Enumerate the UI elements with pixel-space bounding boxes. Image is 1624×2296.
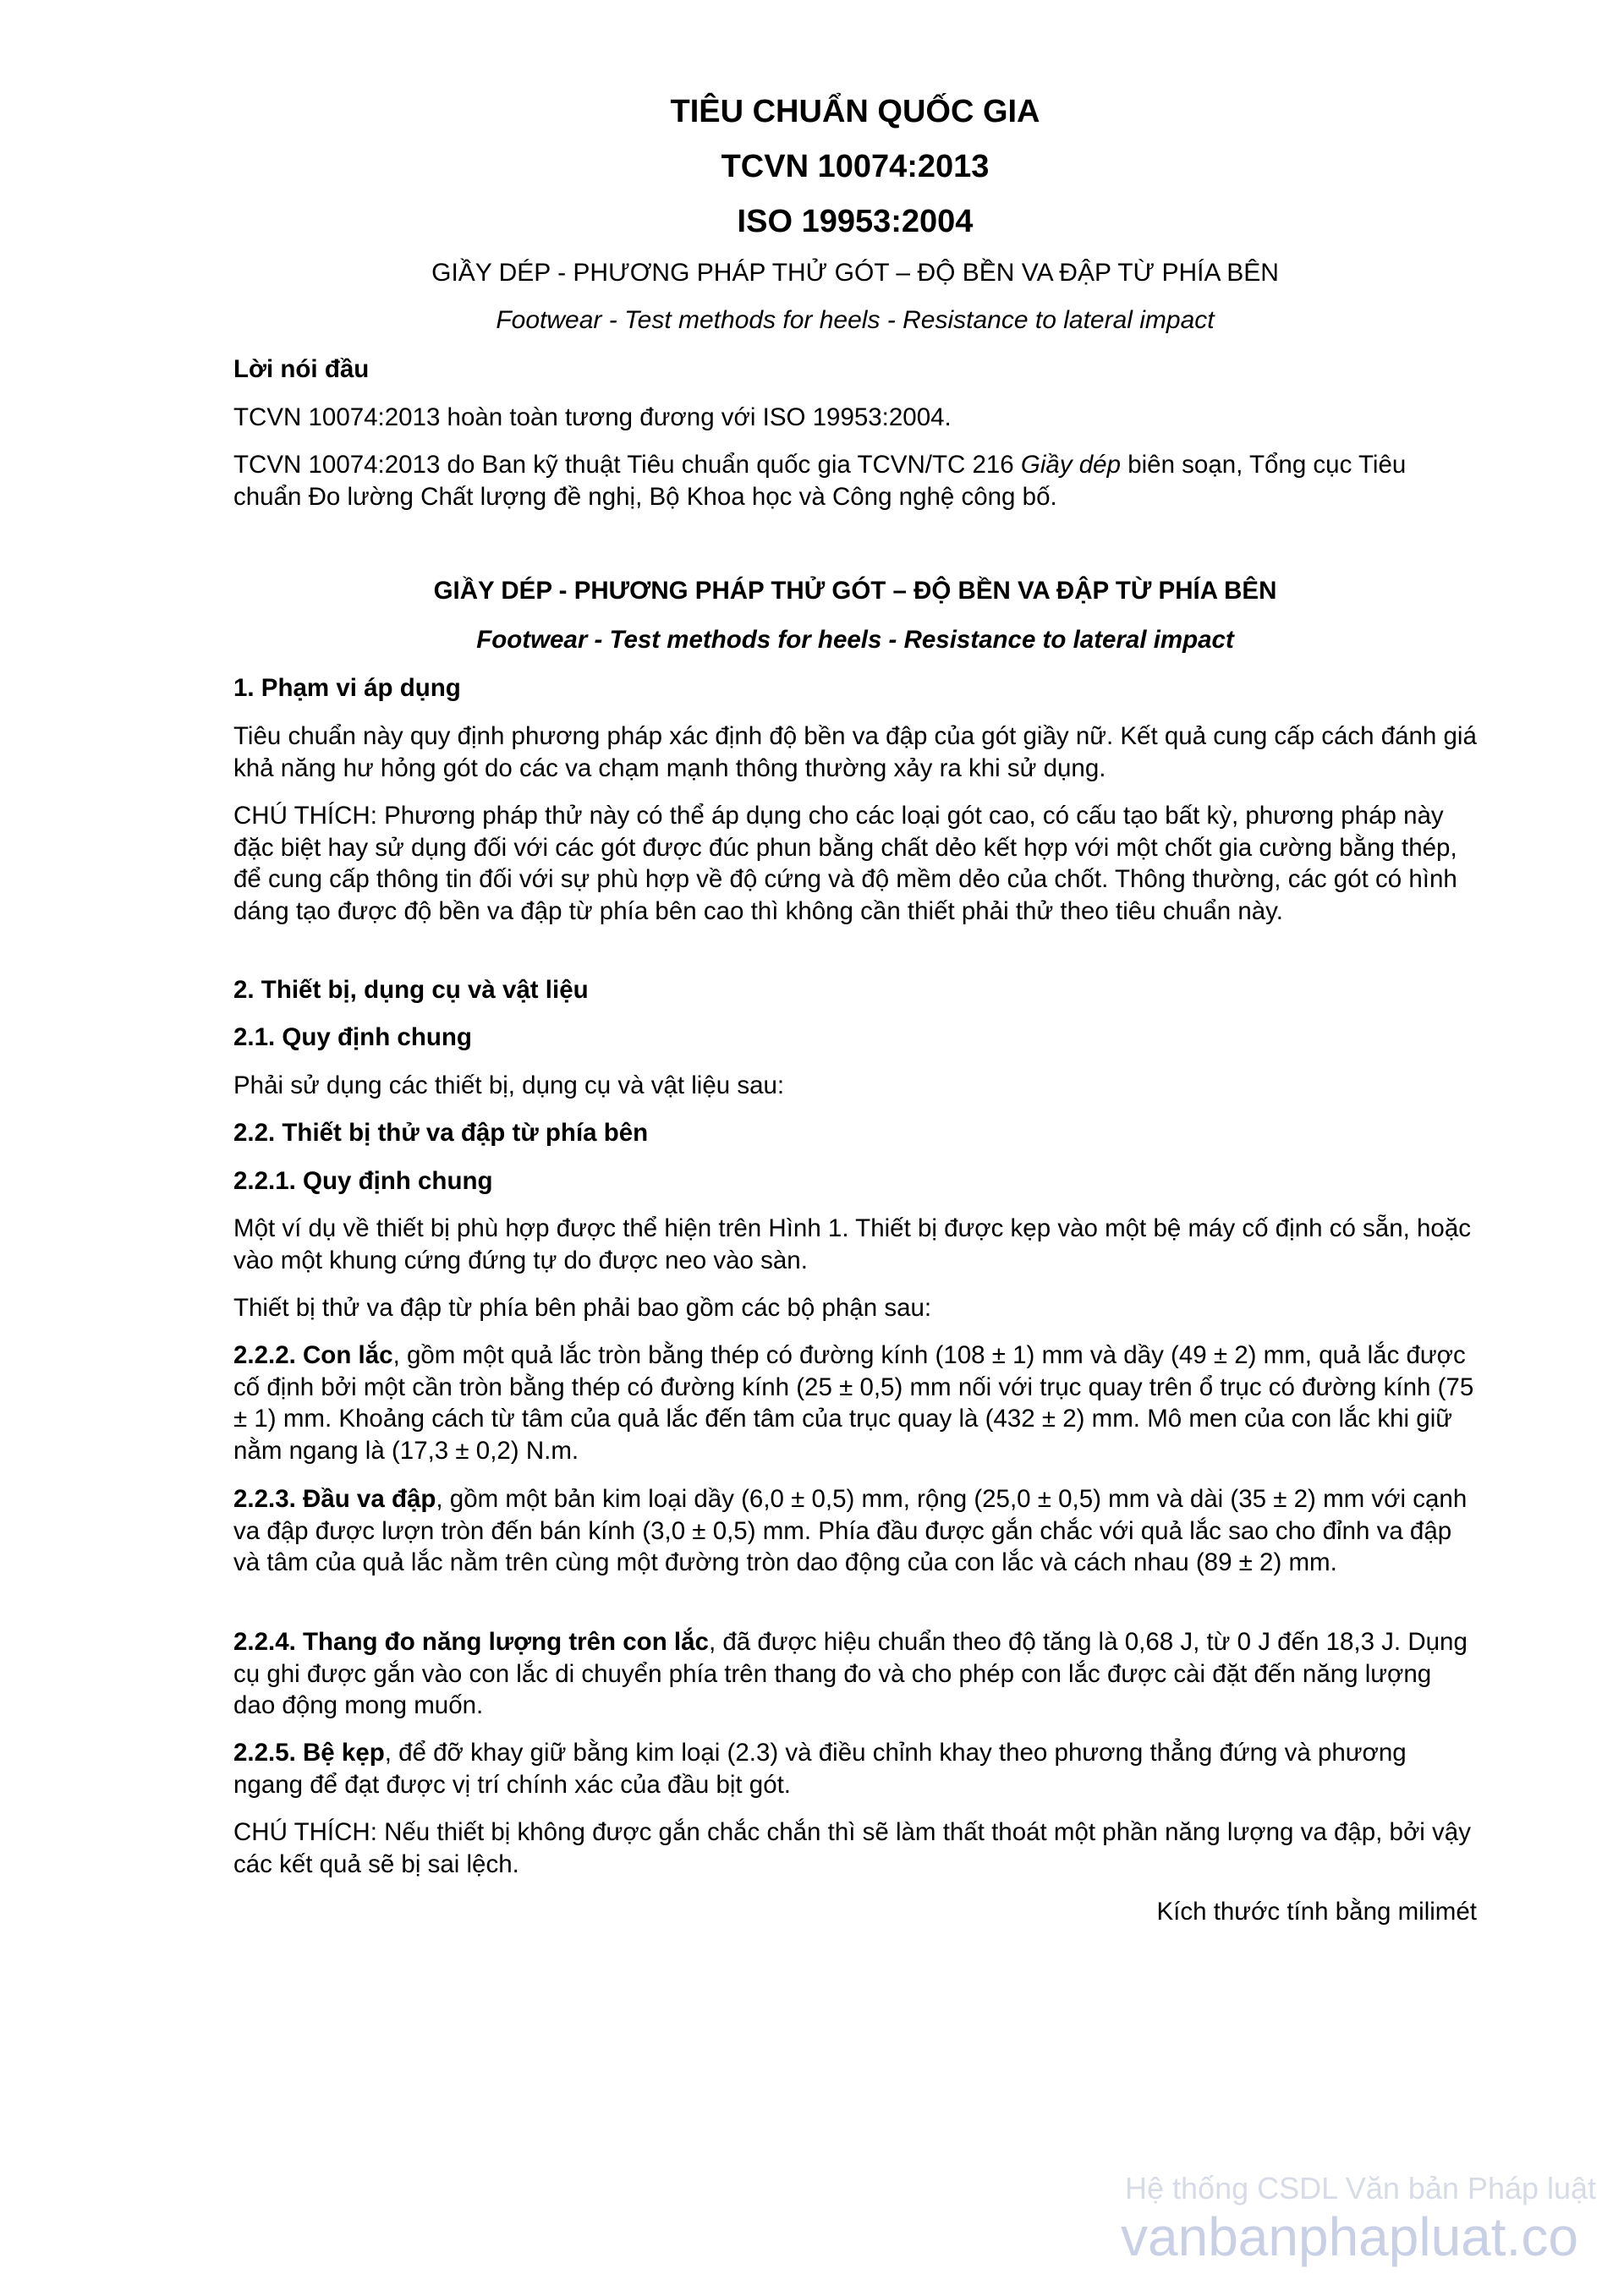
section-1-paragraph: Tiêu chuẩn này quy định phương pháp xác định độ bền va đập của gót giầy nữ. Kết quả cung cấp cách đánh giá khả năng hư hỏng gót do các va chạm mạnh thông thường xảy ra khi sử dụng. bbox=[233, 722, 1477, 782]
doc-title: TIÊU CHUẨN QUỐC GIA bbox=[670, 94, 1040, 129]
section-2-2-2 bbox=[233, 1340, 1477, 1466]
section-2-2-heading: 2.2. Thiết bị thử va đập từ phía bên bbox=[233, 1119, 649, 1147]
section-2-1-paragraph: Phải sử dụng các thiết bị, dụng cụ và vật liệu sau: bbox=[233, 1071, 785, 1099]
body-title-en: Footwear - Test methods for heels - Resistance to lateral impact bbox=[476, 626, 1234, 654]
watermark-line-2: vanbanphapluat.co bbox=[1121, 2206, 1578, 2267]
foreword-text: biên soạn, Tổng cục Tiêu chuẩn Đo lường Chất lượng đề nghị, Bộ Khoa học và Công nghệ công bố. bbox=[233, 451, 1407, 511]
section-1-note: CHÚ THÍCH: Phương pháp thử này có thể áp dụng cho các loại gót cao, có cấu tạo bất kỳ, phương pháp này đặc biệt hay sử dụng đối với các gót được đúc phun bằng chất dẻo kết hợp với một chốt gia cường bằng thép, để cung cấp thông tin đối với sự phù hợp về độ cứng và độ mềm dẻo của chốt. Thông thường, các gót có hình dáng tạo được độ bền va đập từ phía bên cao thì không cần thiết phải thử theo tiêu chuẩn này. bbox=[233, 802, 1457, 925]
section-2-2-2-term: 2.2.2. Con lắc bbox=[233, 1341, 393, 1369]
body-title-vi: GIẦY DÉP - PHƯƠNG PHÁP THỬ GÓT – ĐỘ BỀN VA ĐẬP TỪ PHÍA BÊN bbox=[433, 577, 1277, 605]
section-2-2-5 bbox=[233, 1737, 1477, 1800]
section-2-2-1-paragraph-1: Một ví dụ về thiết bị phù hợp được thể hiện trên Hình 1. Thiết bị được kẹp vào một bệ máy cố định có sẵn, hoặc vào một khung cứng đứng tự do được neo vào sàn. bbox=[233, 1214, 1471, 1274]
section-2-2-3-term: 2.2.3. Đầu va đập bbox=[233, 1485, 436, 1513]
section-2-2-2-text: , gồm một quả lắc tròn bằng thép có đường kính (108 ± 1) mm và dầy (49 ± 2) mm, quả lắc được cố định bởi một cần tròn bằng thép có đường kính (25 ± 0,5) mm nối với trục quay trên ổ trục có đường kính (75 ± 1) mm. Khoảng cách từ tâm của quả lắc đến tâm của trục quay là (432 ± 2) mm. Mô men của con lắc khi giữ nằm ngang là (17,3 ± 0,2) N.m. bbox=[233, 1341, 1474, 1465]
section-2-2-5-text: , để đỡ khay giữ bằng kim loại (2.3) và điều chỉnh khay theo phương thẳng đứng và phương ngang để đạt được vị trí chính xác của đầu bịt gót. bbox=[233, 1739, 1407, 1799]
section-2-2-5-term: 2.2.5. Bệ kẹp bbox=[233, 1739, 385, 1767]
section-2-2-4-text: , đã được hiệu chuẩn theo độ tăng là 0,68 J, từ 0 J đến 18,3 J. Dụng cụ ghi được gắn vào con lắc di chuyển phía trên thang đo và cho phép con lắc được cài đặt đến năng lượng dao động mong muốn. bbox=[233, 1628, 1468, 1719]
foreword-paragraph-1: TCVN 10074:2013 hoàn toàn tương đương với ISO 19953:2004. bbox=[233, 403, 952, 431]
section-1-heading: 1. Phạm vi áp dụng bbox=[233, 674, 461, 702]
section-2-2-3-text: , gồm một bản kim loại dầy (6,0 ± 0,5) mm, rộng (25,0 ± 0,5) mm và dài (35 ± 2) mm với cạnh va đập được lượn tròn đến bán kính (3,0 ± 0,5) mm. Phía đầu được gắn chắc với quả lắc sao cho đỉnh va đập và tâm của quả lắc nằm trên cùng một đường tròn dao động của con lắc và cách nhau (89 ± 2) mm. bbox=[233, 1485, 1468, 1576]
doc-subtitle-en: Footwear - Test methods for heels - Resistance to lateral impact bbox=[496, 306, 1215, 334]
section-2-2-4-term: 2.2.4. Thang đo năng lượng trên con lắc bbox=[233, 1628, 709, 1656]
doc-iso: ISO 19953:2004 bbox=[737, 204, 974, 239]
foreword-emphasis: Giầy dép bbox=[1020, 451, 1121, 479]
doc-subtitle-vi: GIẦY DÉP - PHƯƠNG PHÁP THỬ GÓT – ĐỘ BỀN VA ĐẬP TỪ PHÍA BÊN bbox=[431, 259, 1279, 287]
section-2-note: CHÚ THÍCH: Nếu thiết bị không được gắn chắc chắn thì sẽ làm thất thoát một phần năng lượng va đập, bởi vậy các kết quả sẽ bị sai lệch. bbox=[233, 1818, 1471, 1878]
foreword-paragraph-2 bbox=[233, 449, 1477, 512]
foreword-heading: Lời nói đầu bbox=[233, 355, 370, 383]
dimensions-note: Kích thước tính bằng milimét bbox=[1156, 1898, 1477, 1926]
section-2-2-3 bbox=[233, 1483, 1477, 1579]
doc-code: TCVN 10074:2013 bbox=[721, 149, 990, 184]
section-2-2-4 bbox=[233, 1626, 1477, 1722]
watermark-line-1: Hệ thống CSDL Văn bản Pháp luật bbox=[1125, 2171, 1597, 2206]
foreword-text: TCVN 10074:2013 do Ban kỹ thuật Tiêu chuẩn quốc gia TCVN/TC 216 bbox=[233, 451, 1021, 479]
section-2-1-heading: 2.1. Quy định chung bbox=[233, 1023, 472, 1051]
section-2-2-1-heading: 2.2.1. Quy định chung bbox=[233, 1167, 493, 1195]
section-2-2-1-paragraph-2: Thiết bị thử va đập từ phía bên phải bao gồm các bộ phận sau: bbox=[233, 1294, 932, 1322]
section-2-heading: 2. Thiết bị, dụng cụ và vật liệu bbox=[233, 976, 589, 1004]
